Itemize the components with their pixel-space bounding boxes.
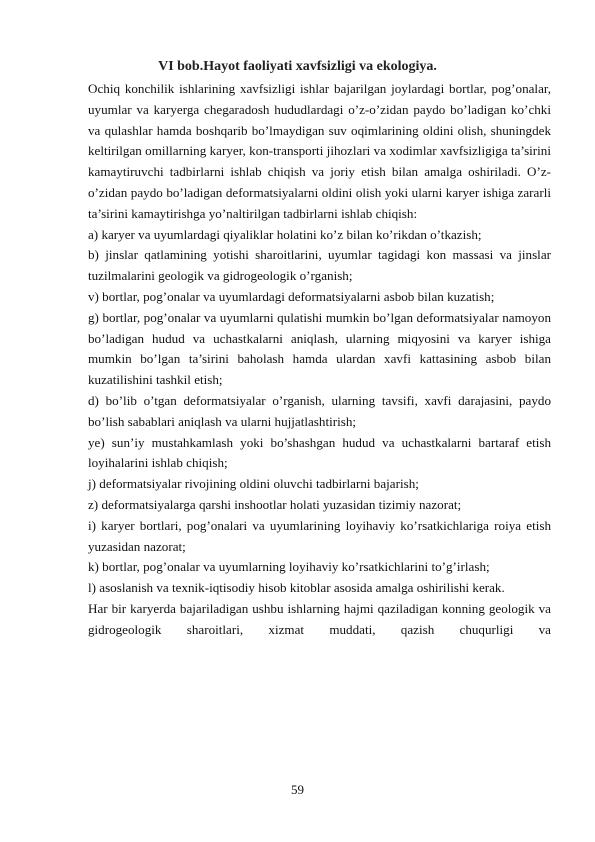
list-item-g: g) bortlar, pog’onalar va uyumlarni qulatishi mumkin bo’lgan deformatsiyalar namoyon bo’ladigan hudud va uchastkalarni aniqlash, ularning miqyosini va karyer ishiga mumkin bo’lgan ta’sirini baholash hamda ulardan xavfi kattasining asbob bilan kuzatilishini tashkil etish; (88, 309, 551, 388)
page-number: 59 (291, 782, 304, 797)
list-item-k: k) bortlar, pog’onalar va uyumlarning loyihaviy ko’rsatkichlarini to’g’irlash; (88, 559, 490, 575)
list-item-z: z) deformatsiyalarga qarshi inshootlar holati yuzasidan tizimiy nazorat; (88, 496, 462, 512)
list-item-v: v) bortlar, pog’onalar va uyumlardagi deformatsiyalarni asbob bilan kuzatish; (88, 288, 495, 304)
paragraph-closing: Har bir karyerda bajariladigan ushbu ishlarning hajmi qaziladigan konning geologik va gidrogeologik sharoitlari, xizmat muddati, qazish chuqurligi va (88, 600, 551, 637)
list-item-d: d) bo’lib o’tgan deformatsiyalar o’rganish, ularning tavsifi, xavfi darajasini, paydo bo’lish sabablari aniqlash va ularni hujjatlashtirish; (88, 392, 551, 429)
paragraph-intro: Ochiq konchilik ishlarining xavfsizligi ishlar bajarilgan joylardagi bortlar, pog’onalar, uyumlar va karyerga chegaradosh hududlardagi o’z-o’zidan paydo bo’ladigan ko’chki va qulashlar hamda boshqarib bo’lmaydigan suv oqimlarining oldini olish, shuningdek keltirilgan omillarning karyer, kon-transporti jihozlari va xodimlar xavfsizligiga ta’sirini kamaytiruvchi tadbirlarni ishlab chiqish va joriy etish bilan amalga oshiriladi. O’z-o’zidan paydo bo’ladigan deformatsiyalarni oldini olish yoki ularni karyer ishiga zararli ta’sirini kamaytirishga yo’naltirilgan tadbirlarni ishlab chiqish: (88, 81, 551, 221)
list-item-ye: ye) sun’iy mustahkamlash yoki bo’shashgan hudud va uchastkalarni bartaraf etish loyihalarini ishlab chiqish; (88, 434, 551, 471)
list-item-b: b) jinslar qatlamining yotishi sharoitlarini, uyumlar tagidagi kon massasi va jinslar tuzilmalarini geologik va gidrogeologik o’rganish; (88, 247, 551, 284)
list-item-i: i) karyer bortlari, pog’onalari va uyumlarining loyihaviy ko’rsatkichlariga roiya etish yuzasidan nazorat; (88, 517, 551, 554)
chapter-title: VI bob.Hayot faoliyati xavfsizligi va ekologiya. (158, 59, 437, 74)
list-item-l: l) asoslanish va texnik-iqtisodiy hisob kitoblar asosida amalga oshirilishi kerak. (88, 580, 505, 596)
body-text (88, 79, 551, 641)
list-item-a: a) karyer va uyumlardagi qiyaliklar holatini ko’z bilan ko’rikdan o’tkazish; (88, 226, 482, 242)
list-item-j: j) deformatsiyalar rivojining oldini oluvchi tadbirlarni bajarish; (88, 476, 419, 492)
